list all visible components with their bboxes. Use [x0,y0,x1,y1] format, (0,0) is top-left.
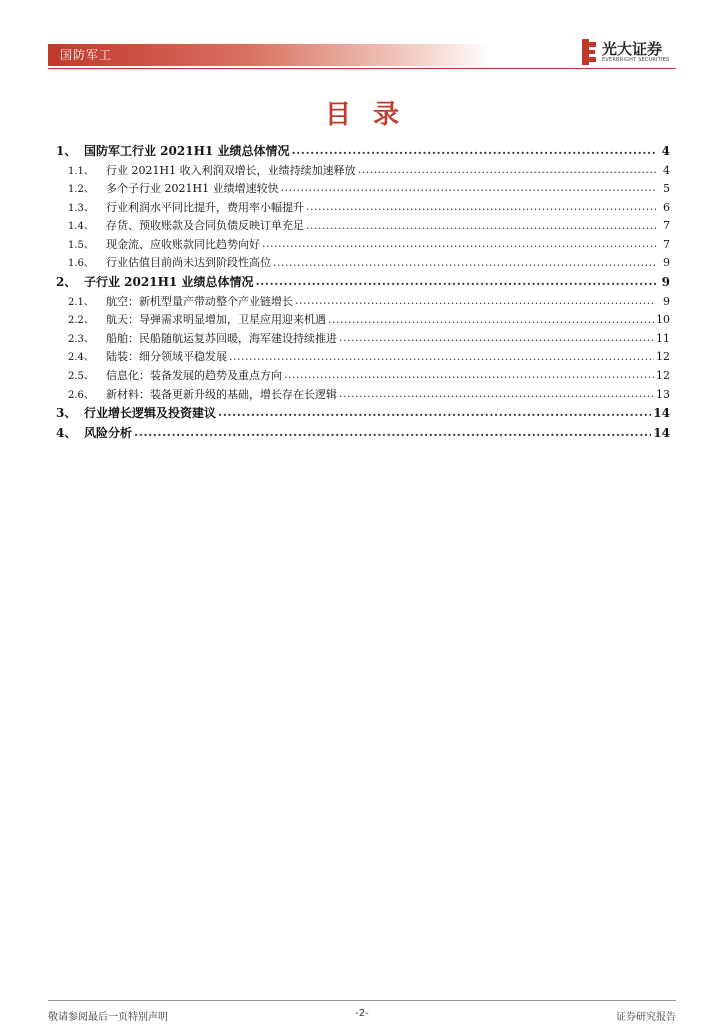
toc-number: 1、 [56,144,77,158]
toc-leader-dots [339,387,654,398]
toc-number: 1.3、 [68,202,94,214]
toc-page-number: 9 [663,294,670,308]
toc-section[interactable] [56,162,670,181]
toc-entry-text: 多个子行业 2021H1 业绩增速较快 [106,182,279,196]
toc-leader-dots [306,200,656,211]
toc-number: 1.6、 [68,258,94,270]
toc-leader-dots [358,163,656,174]
toc-leader-dots [262,237,656,248]
toc-number: 2.4、 [68,352,94,364]
table-of-contents [56,142,670,443]
toc-leader-dots [281,181,656,192]
toc-section[interactable] [56,386,670,405]
toc-section[interactable] [56,348,670,367]
header-divider [48,68,676,69]
toc-leader-dots [306,218,656,229]
toc-section[interactable] [56,330,670,349]
toc-chapter[interactable] [56,142,670,162]
toc-page-number: 11 [656,331,670,345]
toc-leader-dots [273,255,656,266]
toc-number: 3、 [56,406,77,421]
everbright-logo-icon [580,38,598,66]
toc-number: 2、 [56,275,77,290]
toc-leader-dots [295,294,656,305]
toc-chapter[interactable] [56,404,670,424]
toc-entry-text: 船舶：民船随航运复苏回暖，海军建设持续推进 [106,331,337,345]
toc-entry-text: 现金流、应收账款同比趋势向好 [106,237,260,251]
toc-page-number: 5 [663,182,670,196]
toc-entry-text: 国防军工行业 2021H1 业绩总体情况 [84,144,290,158]
toc-number: 2.2、 [68,315,94,327]
toc-number: 1.5、 [68,239,94,251]
toc-section[interactable] [56,180,670,199]
brand-logo [580,38,690,68]
toc-page-number: 7 [663,219,670,233]
toc-entry-text: 航天：导弹需求明显增加，卫星应用迎来机遇 [106,313,326,327]
footer-report-type: 证券研究报告 [616,1012,676,1023]
logo-name: 光大证券 [602,40,663,58]
toc-page-number: 9 [661,275,670,290]
toc-number: 4、 [56,425,77,440]
footer-disclaimer: 敬请参阅最后一页特别声明 [48,1012,168,1023]
toc-chapter[interactable] [56,424,670,444]
toc-page-number: 12 [656,350,670,364]
toc-page-number: 6 [663,200,670,214]
toc-page-number: 4 [661,144,670,158]
toc-section[interactable] [56,311,670,330]
toc-page-number: 14 [653,406,670,421]
toc-page-number: 4 [663,163,670,177]
toc-section[interactable] [56,199,670,218]
toc-entry-text: 存货、预收账款及合同负债反映订单充足 [106,219,304,233]
toc-entry-text: 航空：新机型量产带动整个产业链增长 [106,294,293,308]
toc-leader-dots [255,274,656,286]
toc-number: 2.1、 [68,296,94,308]
toc-leader-dots [339,331,654,342]
footer-divider [48,1000,676,1001]
toc-entry-text: 子行业 2021H1 业绩总体情况 [84,275,254,290]
toc-entry-text: 行业估值目前尚未达到阶段性高位 [106,256,271,270]
toc-number: 2.6、 [68,389,94,401]
toc-page-number: 9 [663,256,670,270]
toc-title: 目录 [324,100,421,130]
page-number: -2- [355,1008,369,1019]
toc-entry-text: 行业利润水平同比提升，费用率小幅提升 [106,200,304,214]
toc-page-number: 10 [656,313,670,327]
toc-leader-dots [291,143,656,155]
toc-chapter[interactable] [56,273,670,293]
header-bar [48,44,490,66]
toc-entry-text: 新材料：装备更新升级的基础，增长存在长逻辑 [106,387,337,401]
toc-leader-dots [134,425,651,437]
logo-subtitle: EVERBRIGHT SECURITIES [602,57,670,63]
toc-leader-dots [218,405,651,417]
toc-entry-text: 风险分析 [84,425,133,440]
toc-entry-text: 行业增长逻辑及投资建议 [84,406,217,421]
toc-page-number: 12 [656,368,670,382]
toc-number: 1.4、 [68,221,94,233]
toc-leader-dots [229,349,654,360]
toc-page-number: 7 [663,237,670,251]
toc-section[interactable] [56,236,670,255]
toc-page-number: 14 [653,425,670,440]
toc-entry-text: 信息化：装备发展的趋势及重点方向 [106,368,282,382]
toc-leader-dots [284,368,654,379]
toc-section[interactable] [56,367,670,386]
toc-section[interactable] [56,293,670,312]
toc-page-number: 13 [656,387,670,401]
toc-number: 1.1、 [68,165,94,177]
toc-section[interactable] [56,254,670,273]
section-tag: 国防军工 [60,48,113,62]
toc-leader-dots [328,312,654,323]
toc-section[interactable] [56,217,670,236]
toc-entry-text: 行业 2021H1 收入利润双增长，业绩持续加速释放 [106,163,356,177]
toc-entry-text: 陆装：细分领域平稳发展 [106,350,227,364]
toc-number: 1.2、 [68,184,94,196]
toc-number: 2.5、 [68,370,94,382]
toc-number: 2.3、 [68,333,94,345]
